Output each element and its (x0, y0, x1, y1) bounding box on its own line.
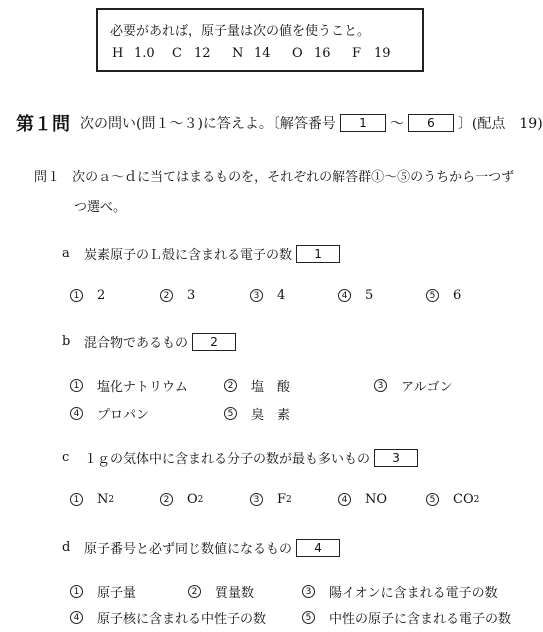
option-a-5 (426, 288, 461, 303)
answer-range-start-box: 1 (340, 114, 386, 132)
circled-number-icon: 2 (160, 493, 173, 506)
option-text: 陽イオンに含まれる電子の数 (329, 586, 498, 601)
atomic-mass-list (112, 46, 404, 61)
q1-text-line1: 次のａ～ｄに当てはまるものを，それぞれの解答群①～⑤のうちから一つず (72, 170, 515, 185)
option-text: 5 (365, 288, 374, 303)
circled-number-icon: 5 (426, 289, 439, 302)
formula-subscript: 2 (108, 494, 115, 505)
option-text: 6 (453, 288, 462, 303)
answer-box-3: 3 (374, 449, 418, 467)
answer-box-2: 2 (192, 333, 236, 351)
mass-value: 16 (314, 46, 331, 61)
sub-question-b (62, 332, 236, 351)
sub-question-d-text: 原子番号と必ず同じ数値になるもの (84, 542, 293, 557)
atomic-mass-box (96, 8, 424, 72)
sub-letter-d: d (62, 540, 71, 555)
mass-symbol: F (352, 46, 362, 61)
points-text: 〕(配点 19) (457, 116, 543, 132)
q1-text-line2: つ選べ。 (74, 200, 127, 215)
option-b-3 (374, 376, 452, 395)
mass-value: 1.0 (134, 46, 155, 61)
option-d-2 (188, 582, 254, 601)
mass-symbol: C (172, 46, 182, 61)
circled-number-icon: 4 (70, 611, 83, 624)
answer-box-1: 1 (296, 245, 340, 263)
circled-number-icon: 5 (302, 611, 315, 624)
option-text: 塩化ナトリウム (97, 380, 188, 395)
option-text: 2 (97, 288, 106, 303)
answer-box-4: 4 (296, 539, 340, 557)
circled-number-icon: 2 (188, 585, 201, 598)
mass-symbol: O (292, 46, 303, 61)
answer-range-end-box: 6 (408, 114, 454, 132)
question-header (16, 110, 543, 136)
option-text: 臭 素 (251, 408, 291, 423)
circled-number-icon: 1 (70, 585, 83, 598)
circled-number-icon: 1 (70, 379, 83, 392)
option-c-3 (250, 492, 292, 507)
formula-main: CO (453, 492, 474, 507)
option-d-5 (302, 608, 511, 627)
question-instruction: 次の問い(問１～３)に答えよ。〔解答番号 (80, 116, 336, 132)
circled-number-icon: 3 (374, 379, 387, 392)
option-text: 質量数 (215, 586, 255, 601)
option-d-4 (70, 608, 266, 627)
option-c-4 (338, 492, 387, 507)
formula-subscript: 2 (286, 494, 292, 505)
option-text: プロパン (97, 408, 150, 423)
question-title: 第１問 (16, 114, 70, 135)
circled-number-icon: 3 (250, 493, 263, 506)
circled-number-icon: 1 (70, 493, 83, 506)
option-text: 原子核に含まれる中性子の数 (97, 612, 267, 627)
sub-letter-b: b (62, 334, 71, 349)
circled-number-icon: 4 (338, 493, 351, 506)
atomic-mass-intro: 必要があれば，原子量は次の値を使うこと。 (110, 24, 371, 39)
formula-main: NO (365, 492, 388, 507)
formula-main: O (187, 492, 198, 507)
circled-number-icon: 5 (426, 493, 439, 506)
option-c-5 (426, 492, 479, 507)
option-b-4 (70, 404, 149, 423)
mass-value: 14 (254, 46, 271, 61)
option-b-5 (224, 404, 290, 423)
formula-main: F (277, 492, 287, 507)
q1-label: 問１ (34, 170, 61, 185)
option-d-1 (70, 582, 136, 601)
circled-number-icon: 3 (250, 289, 263, 302)
sub-question-d (62, 538, 340, 557)
circled-number-icon: 3 (302, 585, 315, 598)
q1-line1 (34, 166, 514, 185)
circled-number-icon: 4 (70, 407, 83, 420)
option-b-1 (70, 376, 188, 395)
sub-letter-a: a (62, 246, 70, 261)
option-a-4 (338, 288, 373, 303)
sub-question-b-text: 混合物であるもの (84, 336, 189, 351)
sub-question-c (62, 448, 418, 467)
sub-letter-c: c (62, 450, 70, 465)
circled-number-icon: 4 (338, 289, 351, 302)
range-tilde: ～ (389, 116, 404, 132)
sub-question-a-text: 炭素原子のＬ殻に含まれる電子の数 (84, 248, 293, 263)
circled-number-icon: 2 (160, 289, 173, 302)
option-a-3 (250, 288, 285, 303)
option-d-3 (302, 582, 498, 601)
option-text: 4 (277, 288, 286, 303)
mass-value: 19 (374, 46, 391, 61)
option-c-1 (70, 492, 114, 507)
formula-subscript: 2 (197, 494, 204, 505)
sub-question-c-text: １ｇの気体中に含まれる分子の数が最も多いもの (84, 452, 371, 467)
sub-question-a (62, 244, 340, 263)
option-text: 原子量 (97, 586, 137, 601)
mass-symbol: N (232, 46, 244, 61)
option-c-2 (160, 492, 203, 507)
option-b-2 (224, 376, 290, 395)
mass-symbol: H (112, 46, 124, 61)
formula-subscript: 2 (473, 494, 480, 505)
formula-main: N (97, 492, 109, 507)
option-a-1 (70, 288, 105, 303)
mass-value: 12 (194, 46, 211, 61)
circled-number-icon: 2 (224, 379, 237, 392)
circled-number-icon: 5 (224, 407, 237, 420)
circled-number-icon: 1 (70, 289, 83, 302)
option-text: 中性の原子に含まれる電子の数 (329, 612, 512, 627)
option-text: 3 (187, 288, 196, 303)
option-a-2 (160, 288, 195, 303)
option-text: アルゴン (401, 380, 453, 395)
option-text: 塩 酸 (251, 380, 291, 395)
